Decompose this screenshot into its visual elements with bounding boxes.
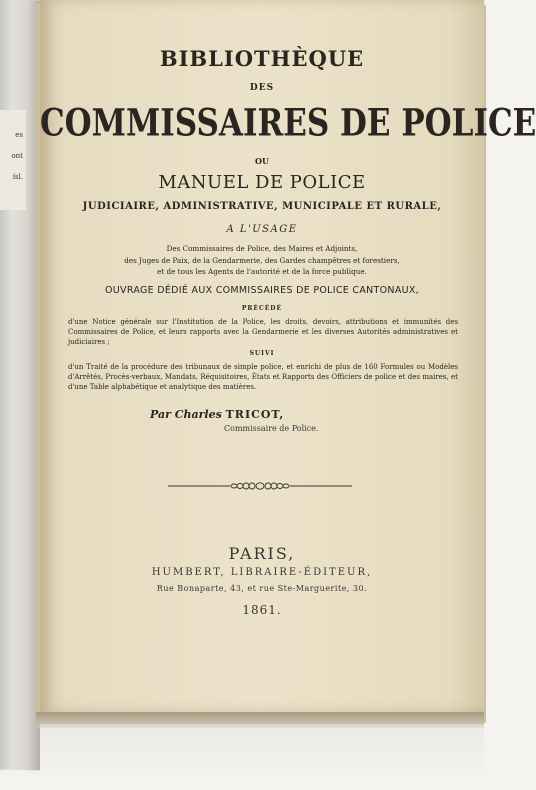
author-name: TRICOT,: [225, 408, 285, 421]
author-prefix: Par Charles: [150, 408, 222, 421]
title-conjunction: OU: [255, 156, 269, 166]
dedication: OUVRAGE DÉDIÉ AUX COMMISSAIRES DE POLICE CANTONAUX,: [105, 285, 419, 296]
subtitle-qualifiers: JUDICIAIRE, ADMINISTRATIVE, MUNICIPALE ET RURALE,: [82, 201, 442, 212]
ornamental-rule: [168, 482, 352, 490]
author-line: [150, 408, 284, 421]
imprint-year: 1861.: [242, 603, 282, 617]
author-role: Commissaire de Police.: [224, 424, 319, 433]
imprint-address: Rue Bonaparte, 43, et rue Ste-Marguerite, 30.: [156, 584, 368, 593]
title-line-1: BIBLIOTHÈQUE: [159, 46, 365, 71]
audience-line: des Juges de Paix, de la Gendarmerie, des Gardes champêtres et forestiers,: [124, 256, 400, 265]
audience-line: Des Commissaires de Police, des Maires et Adjoints,: [166, 244, 358, 253]
audience-line: et de tous les Agents de l'autorité et de la force publique.: [157, 267, 367, 276]
page-shadow: [36, 712, 484, 728]
previous-page-fragment: es: [15, 131, 23, 139]
previous-page-strip: [0, 110, 26, 210]
traite-paragraph: d'un Traité de la procédure des tribunaux de simple police, et enrichi de plus de 160 Formules ou Modèles d'Arrêtés, Procès-verbaux, Mandats, Réquisitoires, États et Rapports des Officiers de police et des maires, et d'une Table alphabétique et analytique des matières.: [68, 363, 458, 391]
previous-page-fragment: ísl.: [12, 173, 23, 181]
main-title: COMMISSAIRES DE POLICE: [40, 101, 536, 146]
suivi-label: SUIVI: [249, 350, 275, 357]
title-page: [40, 0, 536, 712]
imprint-city: PARIS,: [228, 544, 296, 563]
imprint-publisher: HUMBERT, LIBRAIRE-ÉDITEUR,: [151, 567, 373, 578]
notice-paragraph: d'une Notice générale sur l'Institution de la Police, les droits, devoirs, attributions et immunités des Commissaires de Police, et leurs rapports avec la Gendarmerie et les diverses Autorités administratives et judiciaires ;: [68, 318, 458, 346]
usage-label: A L'USAGE: [226, 224, 298, 235]
title-line-2: DES: [249, 83, 275, 93]
precede-label: PRÉCÉDÉ: [241, 305, 283, 312]
previous-page-fragment: ont: [11, 152, 23, 160]
subtitle: MANUEL DE POLICE: [158, 172, 366, 193]
